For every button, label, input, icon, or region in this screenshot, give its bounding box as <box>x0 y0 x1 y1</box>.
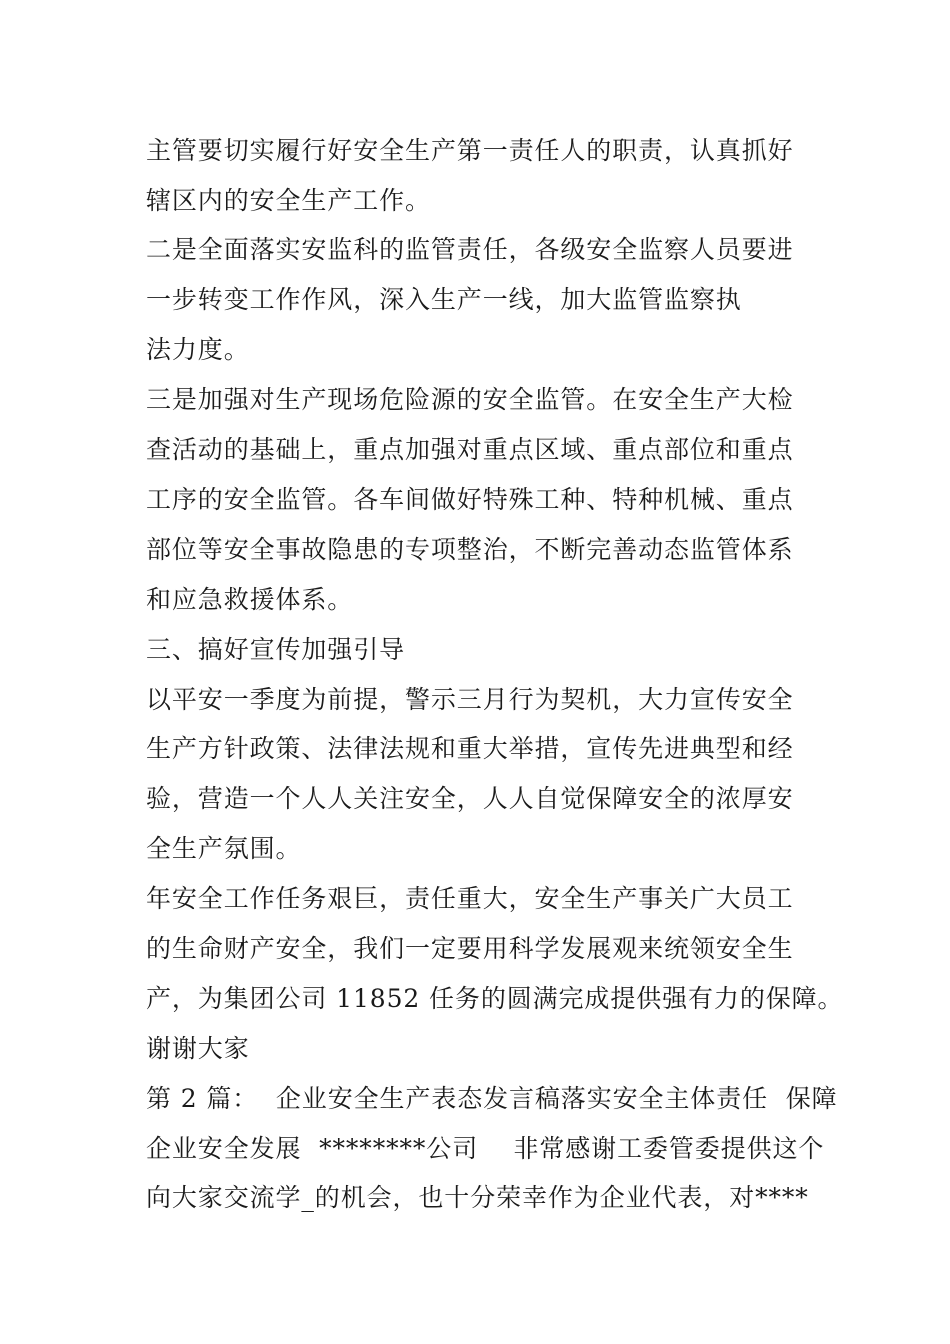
text-line: 的生命财产安全，我们一定要用科学发展观来统领安全生 <box>146 934 794 963</box>
text-line: 企业安全发展 ********公司 非常感谢工委管委提供这个 <box>146 1134 825 1163</box>
text-line: 生产方针政策、法律法规和重大举措，宣传先进典型和经 <box>146 734 794 763</box>
text-line: 法力度。 <box>146 335 250 364</box>
text-line: 全生产氛围。 <box>146 834 302 863</box>
text-line: 主管要切实履行好安全生产第一责任人的职责，认真抓好 <box>146 136 794 165</box>
text-line: 部位等安全事故隐患的专项整治，不断完善动态监管体系 <box>146 535 794 564</box>
text-line: 辖区内的安全生产工作。 <box>146 186 431 215</box>
text-line: 谢谢大家 <box>146 1034 250 1063</box>
text-line: 二是全面落实安监科的监管责任，各级安全监察人员要进 <box>146 235 794 264</box>
text-line: 和应急救援体系。 <box>146 585 354 614</box>
text-line: 向大家交流学_的机会，也十分荣幸作为企业代表，对**** <box>146 1183 809 1212</box>
text-line: 产，为集团公司 11852 任务的圆满完成提供强有力的保障。 <box>146 984 844 1013</box>
text-line: 一步转变工作作风，深入生产一线，加大监管监察执 <box>146 285 742 314</box>
text-line: 查活动的基础上，重点加强对重点区域、重点部位和重点 <box>146 435 794 464</box>
text-line: 年安全工作任务艰巨，责任重大，安全生产事关广大员工 <box>146 884 794 913</box>
section-heading: 三、搞好宣传加强引导 <box>146 635 406 664</box>
text-line: 验，营造一个人人关注安全，人人自觉保障安全的浓厚安 <box>146 784 794 813</box>
text-line: 三是加强对生产现场危险源的安全监管。在安全生产大检 <box>146 385 794 414</box>
section-heading: 第 2 篇： 企业安全生产表态发言稿落实安全主体责任 保障 <box>146 1084 838 1113</box>
text-line: 以平安一季度为前提，警示三月行为契机，大力宣传安全 <box>146 685 794 714</box>
text-line: 工序的安全监管。各车间做好特殊工种、特种机械、重点 <box>146 485 794 514</box>
